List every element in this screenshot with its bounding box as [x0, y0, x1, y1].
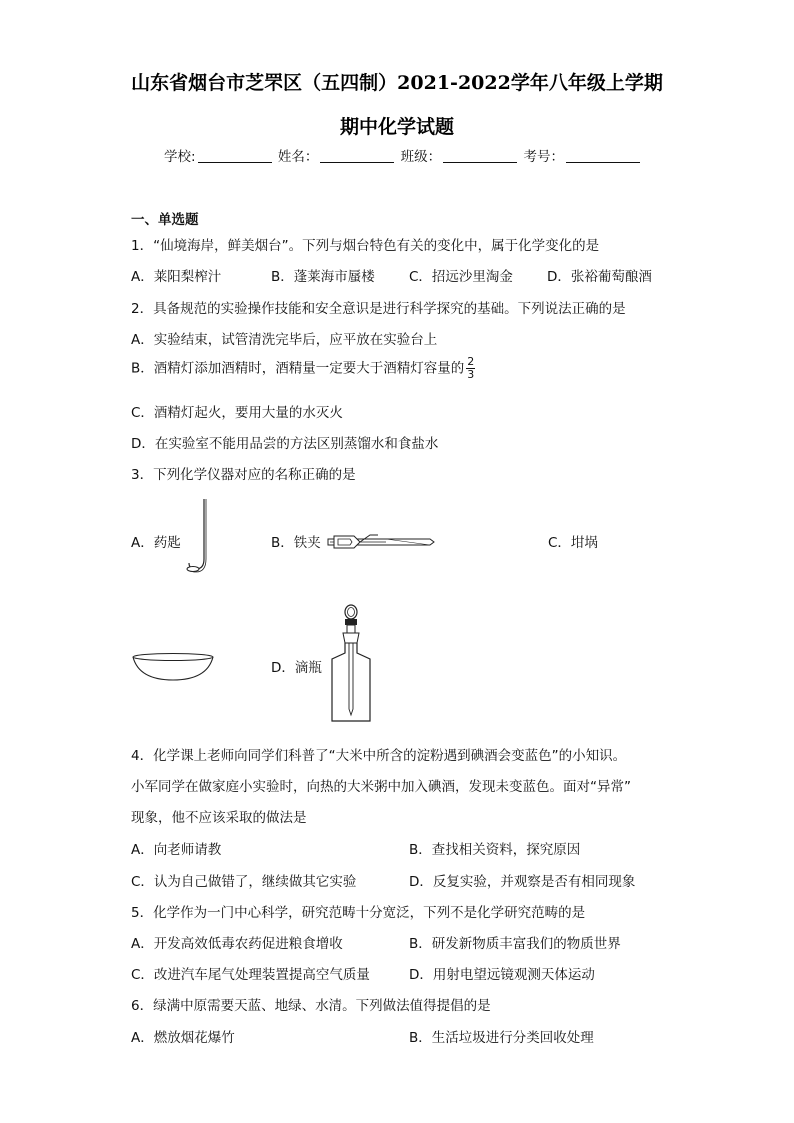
q5-option-b[interactable]: B．研发新物质丰富我们的物质世界 — [409, 936, 621, 952]
q4-option-d[interactable]: D．反复实验，并观察是否有相同现象 — [409, 874, 636, 890]
q5-option-a[interactable]: A．开发高效低毒农药促进粮食增收 — [131, 936, 343, 952]
q6-stem: 6．绿满中原需要天蓝、地绿、水清。下列做法值得提倡的是 — [131, 998, 491, 1014]
section-title: 一、单选题 — [131, 212, 199, 228]
q2-option-b-text: B．酒精灯添加酒精时，酒精量一定要大于酒精灯容量的 — [131, 360, 465, 377]
fraction-denominator: 3 — [467, 368, 475, 381]
q2-option-b[interactable] — [131, 356, 475, 381]
doc-title-line2: 期中化学试题 — [339, 116, 454, 138]
q5-option-c[interactable]: C．改进汽车尾气处理装置提高空气质量 — [131, 967, 370, 983]
school-label: 学校: — [164, 149, 196, 165]
class-label: 班级： — [400, 149, 442, 165]
q3-option-c[interactable]: C．坩埚 — [548, 535, 598, 551]
q6-option-a[interactable]: A．燃放烟花爆竹 — [131, 1030, 235, 1046]
q4-option-b[interactable]: B．查找相关资料，探究原因 — [409, 842, 581, 858]
q4-option-a[interactable]: A．向老师请教 — [131, 842, 222, 858]
name-label: 姓名： — [277, 149, 319, 165]
q3-stem: 3．下列化学仪器对应的名称正确的是 — [131, 467, 356, 483]
q3-option-b[interactable]: B．铁夹 — [271, 535, 321, 551]
q5-stem: 5．化学作为一门中心科学，研究范畴十分宽泛，下列不是化学研究范畴的是 — [131, 905, 586, 921]
q2-option-a[interactable]: A．实验结束，试管清洗完毕后，应平放在实验台上 — [131, 332, 438, 348]
q4-stem-line1: 4．化学课上老师向同学们科普了“大米中所含的淀粉遇到碘酒会变蓝色”的小知识。 — [131, 748, 627, 764]
q3-option-d[interactable]: D．滴瓶 — [271, 660, 322, 676]
class-blank[interactable] — [443, 150, 517, 163]
clamp-icon — [326, 532, 436, 552]
q1-option-c[interactable]: C．招远沙里淘金 — [409, 269, 513, 285]
q6-option-b[interactable]: B．生活垃圾进行分类回收处理 — [409, 1030, 594, 1046]
q2-option-c[interactable]: C．酒精灯起火，要用大量的水灭火 — [131, 405, 343, 421]
q1-stem: 1．“仙境海岸，鲜美烟台”。下列与烟台特色有关的变化中，属于化学变化的是 — [131, 238, 600, 254]
school-blank[interactable] — [198, 150, 272, 163]
number-blank[interactable] — [566, 150, 640, 163]
q1-option-b[interactable]: B．蓬莱海市蜃楼 — [271, 269, 375, 285]
student-info-row — [164, 145, 642, 165]
dropper-bottle-icon — [328, 603, 374, 725]
q1-option-a[interactable]: A．莱阳梨榨汁 — [131, 269, 222, 285]
q3-option-a[interactable]: A．药匙 — [131, 535, 181, 551]
fraction — [466, 356, 475, 381]
doc-title-line1: 山东省烟台市芝罘区（五四制）2021-2022学年八年级上学期 — [131, 72, 663, 94]
q1-option-d[interactable]: D．张裕葡萄酿酒 — [547, 269, 652, 285]
q5-option-d[interactable]: D．用射电望远镜观测天体运动 — [409, 967, 595, 983]
number-label: 考号： — [523, 149, 564, 165]
q2-stem: 2．具备规范的实验操作技能和安全意识是进行科学探究的基础。下列说法正确的是 — [131, 301, 626, 317]
evaporating-dish-icon — [131, 652, 215, 682]
fraction-numerator: 2 — [467, 355, 475, 368]
spoon-icon — [186, 497, 210, 577]
q2-option-d[interactable]: D．在实验室不能用品尝的方法区别蒸馏水和食盐水 — [131, 436, 439, 452]
q4-stem-line2: 小军同学在做家庭小实验时，向热的大米粥中加入碘酒，发现未变蓝色。面对“异常” — [131, 779, 631, 795]
q4-stem-line3: 现象，他不应该采取的做法是 — [131, 810, 307, 826]
q4-option-c[interactable]: C．认为自己做错了，继续做其它实验 — [131, 874, 357, 890]
name-blank[interactable] — [320, 150, 394, 163]
